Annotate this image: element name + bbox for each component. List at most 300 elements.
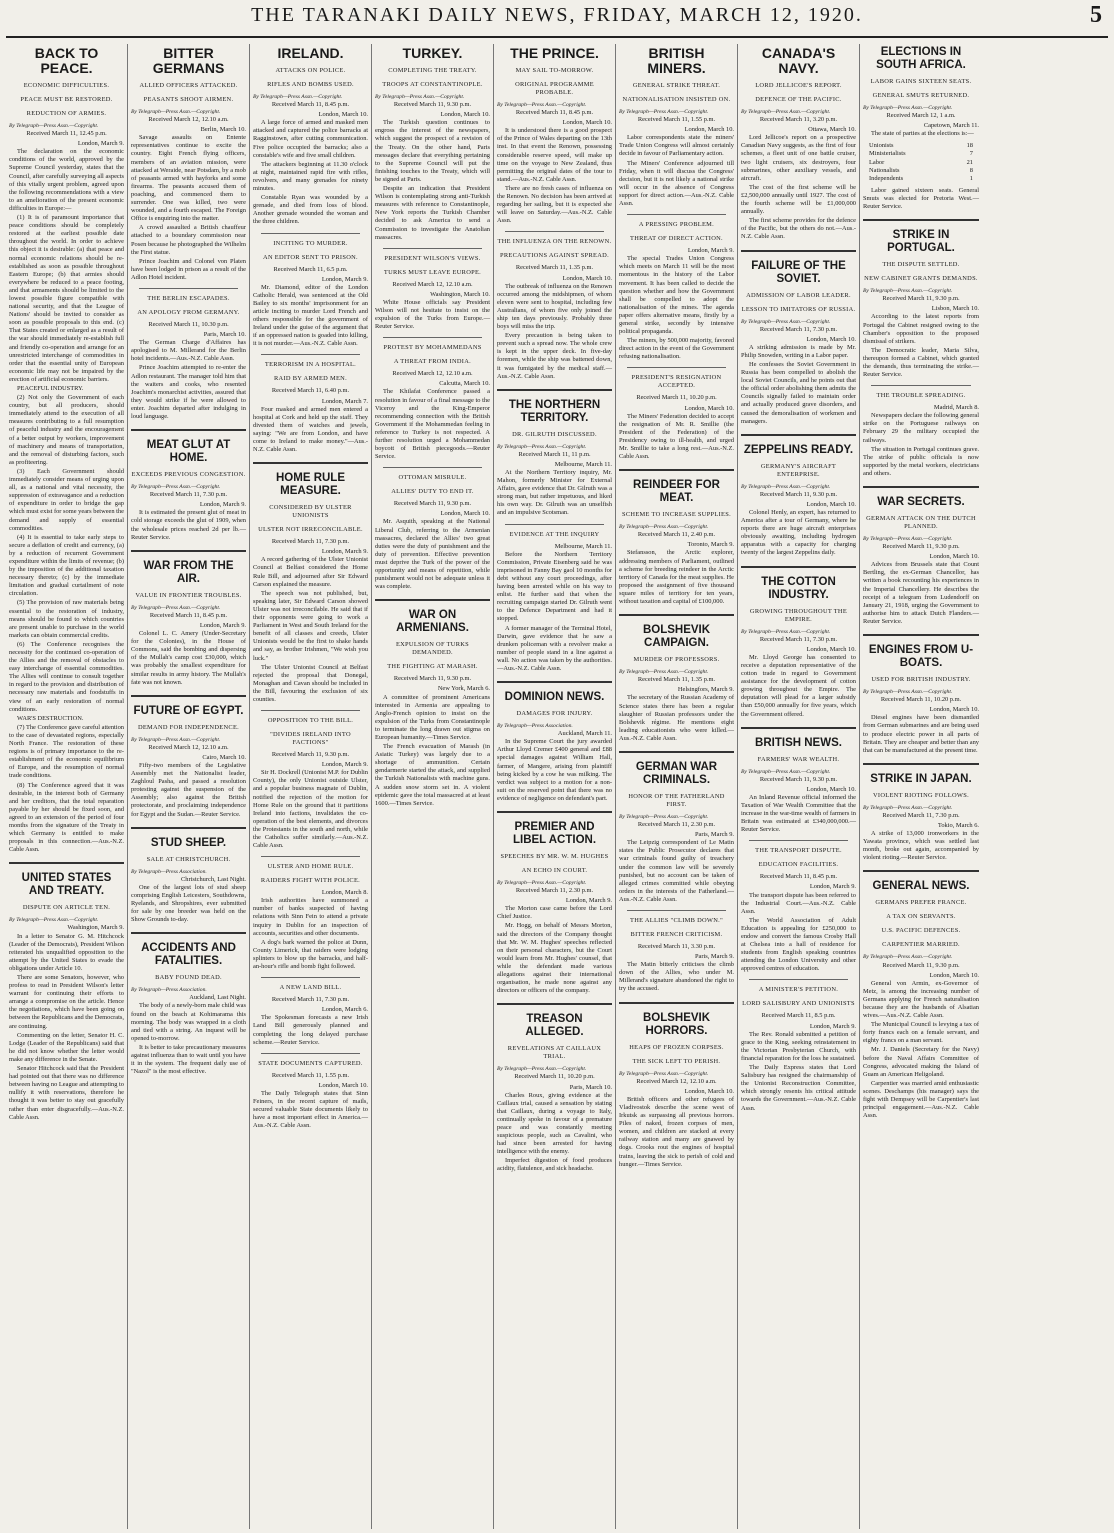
- subheadline: A TAX ON SERVANTS.: [886, 913, 956, 921]
- byline: By Telegraph—Press Assn.—Copyright.: [131, 109, 221, 115]
- dateline: Calcutta, March 10.: [439, 380, 490, 388]
- headline: BOLSHEVIK CAMPAIGN.: [642, 624, 711, 650]
- article: [741, 250, 856, 426]
- dateline: Capetown, March 11.: [923, 122, 979, 130]
- dateline: Ottawa, March 10.: [808, 126, 856, 134]
- dateline: London, March 9.: [809, 883, 856, 891]
- paragraph: There are no fresh cases of influenza on the Renown. No decision has been arrived at regarding her sailing, but it is expected she will leave on Saturday.—Aus.-N.Z. Cable Assn.: [497, 184, 612, 225]
- headline: GENERAL NEWS.: [872, 880, 970, 893]
- received-line: Received March 12, 12.10 a.m.: [148, 743, 229, 751]
- received-line: Received March 12, 12.10 a.m.: [392, 280, 473, 288]
- subheadline: PRESIDENT WILSON'S VIEWS.: [384, 254, 481, 262]
- headline: BITTER GERMANS: [152, 45, 225, 76]
- byline: By Telegraph—Press Assn.—Copyright.: [497, 443, 587, 450]
- subheadline: ULSTER NOT IRRECONCILABLE.: [258, 526, 363, 534]
- subheadline: OTTOMAN MISRULE.: [398, 474, 467, 482]
- paragraph: It is estimated the present glut of meat in cold storage exceeds the glut of 1909, when the wholesale prices reached 2d per lb.—Reuter Service.: [131, 509, 246, 541]
- article: [863, 870, 979, 1120]
- dateline: Cairo, March 10.: [202, 753, 246, 761]
- divider: [497, 389, 612, 391]
- column-1: [6, 44, 128, 1529]
- dateline: Tokio, March 6.: [937, 821, 979, 829]
- article: [619, 1002, 734, 1169]
- dateline: Madrid, March 8.: [933, 404, 979, 412]
- seat-count: 8: [969, 166, 973, 174]
- received-line: Received March 11, 7.30 p.m.: [882, 811, 960, 819]
- subheadline: VALUE IN FRONTIER TROUBLES.: [135, 591, 242, 599]
- article: [741, 434, 856, 558]
- divider: [131, 550, 246, 552]
- dateline: London, March 6.: [321, 1006, 368, 1014]
- byline: By Telegraph—Press Assn.—Copyright.: [863, 536, 953, 542]
- subheadline: SALE AT CHRISTCHURCH.: [146, 855, 231, 863]
- paragraph: (5) The provision of raw materials being essential to the restoration of industry, means should be found to which countries are present unable to purchase in the world markets can obtain commercial credits.: [9, 599, 124, 639]
- subheadline: PRECAUTIONS AGAINST SPREAD.: [499, 252, 609, 260]
- paragraph: The Municipal Council is levying a tax of forty francs each on a female servant, and eighty francs on a man servant.: [863, 1021, 979, 1045]
- byline: By Telegraph—Press Assn.—Copyright.: [497, 102, 587, 108]
- article: [375, 599, 490, 808]
- paragraph: The Morton case came before the Lord Chief Justice.: [497, 905, 612, 921]
- article: [131, 550, 246, 687]
- received-line: Received March 11, 9.30 p.m.: [759, 775, 838, 783]
- subheadline: DAMAGES FOR INJURY.: [516, 710, 593, 718]
- received-line: Received March 11, 2.40 p.m.: [637, 531, 716, 539]
- paragraph: Despite an indication that President Wilson is contemplating strong anti-Turkish measures with reference to Constantinople, New York reports the Turkish Chamber decided to ask America to send a Commission to investigate the Anatolian massacres.: [375, 185, 490, 241]
- subheadline: ULSTER AND HOME RULE.: [267, 863, 354, 871]
- divider: [261, 1053, 360, 1054]
- subheadline: DISPUTE ON ARTICLE TEN.: [22, 904, 111, 912]
- received-line: Received March 11, 9.30 p.m.: [393, 101, 472, 109]
- paragraph: The German Charge d'Affaires has apologised to M. Millerand for the Berlin hotel incidents.—Aus.-N.Z. Cable Assn.: [131, 339, 246, 363]
- paragraph: The cost of the first scheme will be £2,500,000 annually until 1927. The cost of the fourth scheme will be £1,000,000 annually.: [741, 183, 856, 216]
- divider: [497, 811, 612, 813]
- received-line: Received March 12, 12.10 a.m.: [636, 1077, 717, 1085]
- byline: By Telegraph—Press Assn.—Copyright.: [741, 483, 831, 490]
- paragraph: In a letter to Senator G. M. Hitchcock (Leader of the Democrats), President Wilson reiterated his unqualified opposition to the attempt by the United States to evade the obligations under Article 10.: [9, 932, 124, 972]
- article: [253, 233, 368, 349]
- article: [9, 862, 124, 1121]
- subheadline: THE SICK LEFT TO PERISH.: [632, 1057, 721, 1065]
- divider: [619, 469, 734, 471]
- headline: WAR SECRETS.: [877, 496, 965, 508]
- headline: BRITISH MINERS.: [647, 45, 706, 76]
- article: [131, 827, 246, 925]
- subheadline: RAIDERS FIGHT WITH POLICE.: [260, 877, 361, 885]
- results-table: [869, 142, 973, 182]
- received-line: Received March 11, 8.5 p.m.: [761, 1012, 836, 1020]
- byline: By Telegraph—Press Assn.—Copyright.: [619, 524, 709, 531]
- byline: By Telegraph—Press Assn.—Copyright.: [741, 109, 831, 115]
- received-line: Received March 11, 2.30 p.m.: [515, 887, 594, 895]
- received-line: Received March 12, 12.10 a.m.: [392, 370, 473, 378]
- headline: MEAT GLUT AT HOME.: [146, 439, 231, 465]
- byline: By Telegraph—Press Assn.—Copyright.: [9, 917, 99, 924]
- article: [131, 429, 246, 542]
- received-line: Received March 11, 1.55 p.m.: [271, 1071, 350, 1079]
- received-line: Received March 11, 7.30 p.m.: [271, 996, 350, 1004]
- subheadline: RIFLES AND BOMBS USED.: [267, 81, 354, 88]
- received-line: Received March 11, 11 p.m.: [518, 450, 591, 458]
- paragraph: The speech was not published, but, speaking later, Sir Edward Carson showed Ulster was not irreconcilable. He said that if their opponents were going to work a Parliament in West and South Ireland for the benefit of all classes and creeds, Ulster Unionists would be the first to shake hands and say, as brother Irishmen, "We wish you luck.": [253, 589, 368, 662]
- dateline: London, March 7.: [321, 397, 368, 405]
- paragraph: A crowd assaulted a British chauffeur attached to a boundary commission near Posen because he photographed the Wilhelm the First statue.: [131, 224, 246, 256]
- subheadline: COMPLETING THE TREATY.: [388, 67, 477, 74]
- paragraph: The Miners' Federation decided to accept the resignation of Mr. R. Smillie (the President of the Federation) of the Presidency owing to ill-health, and urged Mr. Smillie to take a long rest.—Aus.-N.Z. Cable Assn.: [619, 412, 734, 461]
- paragraph: The first scheme provides for the defence of the Pacific, but the others do not.—Aus.-N.Z. Cable Assn.: [741, 217, 856, 241]
- article: [497, 811, 612, 995]
- dateline: Berlin, March 10.: [200, 126, 246, 134]
- subheadline: GERMAN ATTACK ON THE DUTCH PLANNED.: [866, 515, 976, 530]
- subheadline: MAY SAIL TO-MORROW.: [515, 67, 594, 74]
- article: [863, 763, 979, 863]
- paragraph: The secretary of the Russian Academy of Science states there has been a regular slaughter of Russian professors under the Bolshevik régime. He mentions eight leading educationists who were killed.—Aus.-N.Z. Cable Assn.: [619, 694, 734, 742]
- dateline: London, March 10.: [929, 706, 979, 714]
- subheadline: EXPULSION OF TURKS DEMANDED.: [395, 641, 470, 657]
- headline: IRELAND.: [277, 45, 344, 61]
- divider: [749, 840, 848, 841]
- dateline: London, March 10.: [929, 971, 979, 979]
- dateline: Auckland, Last Night.: [189, 994, 246, 1002]
- paragraph: Lord Jellicoe's report on a prospective Canadian Navy suggests, as the first of four schemes, a fleet unit of one battle cruiser, two light cruisers, six destroyers, four submarines, other auxiliary vessels, and aircraft.: [741, 134, 856, 182]
- dateline: London, March 10.: [806, 645, 856, 653]
- subheadline: DEFENCE OF THE PACIFIC.: [755, 96, 842, 103]
- subheadline: PEASANTS SHOOT AIRMEN.: [143, 96, 234, 103]
- dateline: Paris, March 9.: [694, 953, 734, 961]
- seat-count: 1: [969, 174, 973, 182]
- received-line: Received March 11, 10.30 p.m.: [148, 320, 229, 328]
- received-line: Received March 11, 10.20 p.m.: [636, 394, 717, 402]
- subheadline: A NEW LAND BILL.: [279, 984, 342, 992]
- paragraph: Every precaution is being taken to prevent such a spread now. The whole crew is kept in the upper deck. In five-day foremen, while the ship was battened down, it was fumigated by the medical staff.—Aus.-N.Z. Cable Assn.: [497, 332, 612, 380]
- received-line: Received March 11, 12.45 p.m.: [26, 130, 107, 138]
- divider: [131, 932, 246, 934]
- received-line: Received March 11, 7.30 p.m.: [759, 325, 838, 333]
- paragraph: (2) Not only the Government of each country, but all producers, should immediately attend to the execution of all measures contributing to a full resumption of peaceful industry and the encouragement of a better output by workers, improvement of machinery and means of transportation, and the removal of disturbing factors, such as profiteering.: [9, 394, 124, 466]
- subheadline: DEMAND FOR INDEPENDENCE.: [137, 723, 240, 731]
- paragraph: The Daily Telegraph states that Sinn Feiners, in the recent capture of mails, secured valuable State documents likely to have a most important effect in America.—Aus.-N.Z. Cable Assn.: [253, 1089, 368, 1130]
- headline: CANADA'S NAVY.: [761, 45, 836, 76]
- dateline: Washington, March 9.: [67, 924, 124, 932]
- subheadline: NEW CABINET GRANTS DEMANDS.: [864, 275, 978, 283]
- article: [253, 710, 368, 850]
- headline: REINDEER FOR MEAT.: [633, 479, 720, 505]
- paragraph: The Spokesman forecasts a new Irish Land Bill generously planned and completing the long delayed purchase scheme.—Reuter Service.: [253, 1014, 368, 1046]
- dateline: London, March 10.: [440, 510, 490, 518]
- dateline: Paris, March 9.: [694, 831, 734, 839]
- paragraph: Prince Joachim and Colonel von Platen have been lodged in prison as a result of the Adlon Hotel incident.: [131, 257, 246, 281]
- divider: [627, 367, 726, 368]
- headline: HOME RULE MEASURE.: [276, 472, 345, 498]
- paragraph: Four masked and armed men entered a hospital at Cork and held up the staff. They divested them of watches and jewels, saying: "We are from London, and have come to Ireland to make money."—Aus.-N.Z. Cable Assn.: [253, 405, 368, 454]
- party-name: Independents: [869, 174, 904, 182]
- dateline: London, March 9.: [809, 1022, 856, 1030]
- received-line: Received March 11, 2.30 p.m.: [637, 821, 716, 829]
- article: [741, 727, 856, 835]
- divider: [741, 434, 856, 436]
- dateline: London, March 9.: [687, 247, 734, 255]
- paragraph: White House officials say President Wilson will not hesitate to insist on the expulsion of the Turks from Europe.—Reuter Service.: [375, 298, 490, 331]
- dateline: London, March 9.: [321, 548, 368, 556]
- dateline: London, March 10.: [806, 785, 856, 793]
- article: [497, 1003, 612, 1173]
- byline: By Telegraph—Press Assn.—Copyright.: [619, 1070, 709, 1077]
- divider: [863, 634, 979, 636]
- received-line: Received March 11, 9.30 p.m.: [882, 961, 960, 969]
- paragraph: The Daily Express states that Lord Salisbury has resigned the chairmanship of the Unionist Reconstruction Committee, which strongly resents his critical attitude towards the Government.—Aus.-N.Z. Cable Assn.: [741, 1064, 856, 1112]
- divider: [627, 214, 726, 215]
- divider: [261, 856, 360, 857]
- subheadline: ORIGINAL PROGRAMME PROBABLE.: [515, 81, 594, 96]
- subheadline: RAID BY ARMED MEN.: [274, 375, 347, 383]
- dateline: Toronto, March 9.: [687, 541, 734, 549]
- paragraph: Colonel L. C. Amery (Under-Secretary for the Colonies), in the House of Commons, said the bombing and dispersing of the Mullah's camp cost £30,000, which was probably the smallest expenditure for similar results in army history. The Mullah's fate was not known.: [131, 630, 246, 686]
- column-4: [372, 44, 494, 1529]
- byline: By Telegraph—Press Assn.—Copyright.: [131, 484, 221, 491]
- subheadline: FARMERS' WAR WEALTH.: [757, 755, 840, 763]
- subheadline: ECONOMIC DIFFICULTIES.: [23, 82, 110, 89]
- paragraph: The Turkish question continues to engross the interest of the newspapers, which suggest the prospect of a revision of the Treaty. On the other hand, Paris messages declare that everything pertaining to the Supreme Council will put the finishing touches to the Treaty, which will be signed at Paris.: [375, 119, 490, 183]
- paragraph: Diesel engines have been dismantled from German submarines and are being used to produce electric power in all parts of Britain. They are cheaper and better than any that can be manufactured at the present time.: [863, 714, 979, 754]
- subheadline: THE FIGHTING AT MARASH.: [387, 663, 478, 671]
- byline: By Telegraph—Press Assn.—Copyright.: [131, 736, 221, 743]
- article: [375, 46, 490, 242]
- paragraph: Labor gained sixteen seats. General Smuts was elected for Pretoria West.—Reuter Service.: [863, 186, 979, 211]
- column-6: [616, 44, 738, 1529]
- subheadline: USED FOR BRITISH INDUSTRY.: [871, 676, 971, 684]
- paragraph: Charles Roux, giving evidence at the Caillaux trial, caused a sensation by stating that Caillaux, during a voyage to Italy, continually spoke in favour of a premature peace and was constantly meeting suspicious people, such as Cavalini, who had since been arrested for having intelligence with the enemy.: [497, 1091, 612, 1156]
- party-name: Ministerialists: [869, 150, 906, 158]
- column-8: [860, 44, 982, 1529]
- subheadline: "DIVIDES IRELAND INTO FACTIONS": [270, 731, 351, 747]
- dateline: London, March 10.: [929, 553, 979, 561]
- divider: [619, 751, 734, 753]
- dateline: Paris, March 10.: [203, 331, 246, 339]
- paragraph: Savage assaults on Entente representatives continue to excite the country. Eight French flying officers, members of an aviation mission, were attacked at Weraide, near Potsdam, by a mob of peasants armed with hayforks and some firearms. The peasants accused them of poaching, and commenced them to surrender. One was killed, two were wounded, and a fourth escaped. The Foreign Office is enquiring into the matter.: [131, 134, 246, 223]
- byline: By Telegraph—Press Assn.—Copyright.: [863, 105, 953, 111]
- article: [131, 695, 246, 819]
- paragraph: Mr. Lloyd George has consented to receive a deputation representative of the cotton trade in regard to Government assistance for the development of cotton growing throughout the Empire. The deputation will plead for a larger subsidy than £50,000 annually for five years, which the Government offered.: [741, 653, 856, 718]
- paragraph: Prince Joachim attempted to re-enter the Adlon restaurant. The manager told him that the waiters and cooks, who resented Joachim's monarchist activities, assured that they would strike if he were allowed to enter. Joachim departed after indulging in loud language.: [131, 364, 246, 420]
- received-line: Received March 11, 3.20 p.m.: [759, 116, 838, 124]
- received-line: Received March 11, 8.45 p.m.: [515, 109, 594, 117]
- subheadline: THREAT OF DIRECT ACTION.: [630, 235, 723, 243]
- subheadline: STATE DOCUMENTS CAPTURED.: [258, 1059, 363, 1067]
- byline: By Telegraph—Press Assn.—Copyright.: [9, 123, 99, 129]
- paragraph: Mr. Asquith, speaking at the National Liberal Club, referring to the Armenian massacres, declared the Allies' two great duties were the duty of punishment and the duty of prevention. Effective prevention must deprive the Turk of the power of the opportunity and means of repetition, while punishment would not be adequate unless it was complete.: [375, 518, 490, 591]
- paragraph: The Miners' Conference adjourned till Friday, when it will discuss the Congress' decision, but it is not likely a national strike will occur in the absence of Congress support for direct action.—Aus.-N.Z. Cable Assn.: [619, 159, 734, 208]
- headline: GERMAN WAR CRIMINALS.: [635, 760, 718, 786]
- paragraph: Fifty-two members of the Legislative Assembly met the Nationalist leader, Zaghloul Pasha, and passed a resolution protesting against the suspension of the Assembly; also against the British protectorate, and proclaiming independence for Egypt and the Sudan.—Reuter Service.: [131, 761, 246, 818]
- paragraph: The state of parties at the elections is:—: [871, 130, 974, 138]
- dateline: Christchurch, Last Night.: [181, 875, 246, 883]
- paragraph: Mr. J. Daniels (Secretary for the Navy) before the Naval Affairs Committee of Congress, advocated making the Island of Guam an American Heligoland.: [863, 1046, 979, 1078]
- article: [741, 46, 856, 242]
- headline: THE PRINCE.: [510, 45, 599, 61]
- paragraph: The Rev. Ronald submitted a petition of grace to the King, seeking reinstatement in the Victorian Presbyterian Church, with financial reparation for the loss he sustained.: [741, 1030, 856, 1062]
- headline: ELECTIONS IN SOUTH AFRICA.: [876, 46, 966, 71]
- article: [253, 462, 368, 704]
- headline: PREMIER AND LIBEL ACTION.: [512, 821, 597, 846]
- divider: [627, 910, 726, 911]
- subheadline: ATTACKS ON POLICE.: [275, 67, 346, 74]
- subheadline: MURDER OF PROFESSORS.: [633, 656, 720, 664]
- paragraph: An Inland Revenue official informed the Taxation of War Wealth Committee that the increase in the war-time wealth of farmers in Britain was estimated at £340,000,000.—Reuter Service.: [741, 793, 856, 834]
- paragraph: Stefansson, the Arctic explorer, addressing members of Parliament, outlined a scheme for breeding reindeer in the Arctic territory of Canada for the meat supplies. He proposed the assignment of five thousand square miles of territory for ten years, without taxation and capital of £100,000.: [619, 549, 734, 606]
- seat-count: 21: [966, 158, 973, 166]
- headline: STUD SHEEP.: [150, 836, 227, 849]
- dateline: London, March 9.: [321, 761, 368, 769]
- party-name: Labor: [869, 158, 885, 166]
- table-row: [869, 175, 973, 183]
- subheadline: OPPOSITION TO THE BILL.: [267, 717, 354, 725]
- article: [253, 46, 368, 227]
- divider: [261, 710, 360, 711]
- divider: [505, 231, 604, 232]
- received-line: Received March 11, 9.30 p.m.: [882, 543, 960, 551]
- received-line: Received March 11, 3.30 p.m.: [637, 943, 716, 950]
- received-line: Received March 11, 10.20 p.m.: [880, 696, 962, 704]
- article: [253, 354, 368, 454]
- received-line: Received March 11, 9.30 p.m.: [393, 500, 472, 508]
- paragraph: Constable Ryan was wounded by a grenade, and died from loss of blood. Another grenade wounded the woman and the three children.: [253, 194, 368, 226]
- divider: [383, 337, 482, 338]
- subheadline: ALLIES' DUTY TO END IT.: [391, 488, 474, 496]
- table-row: [869, 150, 973, 158]
- page-number: 5: [1090, 2, 1102, 28]
- headline: ZEPPELINS READY.: [743, 443, 854, 456]
- subheadline: GENERAL SMUTS RETURNED.: [872, 92, 970, 99]
- article: [375, 337, 490, 461]
- subheadline: THE BERLIN ESCAPADES.: [147, 294, 230, 302]
- paragraph: In the Supreme Court the jury awarded Arthur Lloyd Cremer £400 general and £88 special damages against William Hall, farmer, of Mangere, arising from plaintiff being kicked by a cow he was milking. The verdict was subject to a motion for a non-suit on the reserved point that there was no evidence of negligence on defendant's part.: [497, 738, 612, 802]
- divider: [383, 248, 482, 249]
- received-line: Received March 11, 7.30 p.m.: [759, 635, 838, 643]
- paragraph: Mr. Diamond, editor of the London Catholic Herald, was sentenced at the Old Bailey to six months' imprisonment for an article inciting to murder Lord French and others responsible for the government of Ireland under the guise of the argument that if an oppressed nation is goaded into killing, it is not murder.—Aus.-N.Z. Cable Assn.: [253, 283, 368, 348]
- divider: [741, 566, 856, 568]
- subheadline: REVELATIONS AT CAILLAUX TRIAL.: [507, 1045, 602, 1061]
- column-5: [494, 44, 616, 1529]
- paragraph: The declaration on the economic conditions of the world, approved by the Supreme Council yesterday, states that the Council, after carefully surveying all aspects of this vitally urgent problem, agreed upon the following recommendations with a view to an amelioration of the present economic difficulties in Europe:—: [9, 148, 124, 212]
- received-line: Received March 11, 9.30 p.m.: [271, 751, 350, 759]
- paragraph: British officers and other refugees of Vladivostok describe the scene west of Irkutsk as surpassing all previous horrors. Piles of naked, frozen corpses of men, women, and children are stacked at every railway station and many are gnawed by dogs. Crooks rout the engines of hospital trains, leaving the sick to perish of cold and hunger.—Times Service.: [619, 1095, 734, 1168]
- subheadline: LESSON TO IMITATORS OF RUSSIA.: [741, 305, 856, 313]
- divider: [139, 288, 238, 289]
- article: [131, 46, 246, 282]
- paragraph: A former manager of the Terminal Hotel, Darwin, gave evidence that he saw a drunken policeman with a revolver make a number of people stand in a line against a wall. No action was taken by the authorities.—Aus.-N.Z. Cable Assn.: [497, 624, 612, 672]
- paragraph: Senator Hitchcock said that the President had pointed out that there was no difference between having no League and attempting to nullify it with reservations, therefore he thought it was better to stay out gracefully rather than enter disgracefully.—Aus.-N.Z. Cable Assn.: [9, 1065, 124, 1121]
- article: [131, 932, 246, 1076]
- received-line: Received March 11, 9.30 p.m.: [393, 675, 472, 683]
- subheadline: EDUCATION FACILITIES.: [758, 861, 839, 869]
- paragraph: A record gathering of the Ulster Unionist Council at Belfast considered the Home Rule Bill, and adjourned after Sir Edward Carson explained the measure.: [253, 556, 368, 588]
- subheadline: AN EDITOR SENT TO PRISON.: [263, 253, 358, 261]
- paragraph: (8) The Conference agreed that it was desirable, in the interest both of Germany and her creditors, that the total reparation payable by her should be fixed soon, and agreed to an extension of the period of four months from the signature of the Treaty in which Germany is entitled to make proposals in this connection.—Aus.-N.Z. Cable Assn.: [9, 781, 124, 854]
- dateline: London, March 9.: [199, 621, 246, 629]
- paragraph: Imperfect digestion of food produces acidity, flatulence, and sick headache.: [497, 1157, 612, 1173]
- headline: WAR FROM THE AIR.: [143, 559, 234, 585]
- dateline: Auckland, March 11.: [557, 730, 612, 738]
- subheadline: GENERAL STRIKE THREAT.: [632, 82, 721, 89]
- byline: By Telegraph—Press Assn.—Copyright.: [619, 813, 709, 820]
- byline: By Telegraph—Press Assn.—Copyright.: [863, 804, 953, 811]
- subheadline: REDUCTION OF ARMIES.: [26, 110, 107, 117]
- byline: By Telegraph—Press Assn.—Copyright.: [619, 109, 709, 115]
- divider: [131, 827, 246, 829]
- subheadline: THE TRANSPORT DISPUTE.: [755, 847, 842, 855]
- columns: [6, 44, 1108, 1529]
- byline: By Telegraph—Press Assn.—Copyright.: [863, 288, 953, 295]
- article: [741, 840, 856, 973]
- subheadline: TROOPS AT CONSTANTINOPLE.: [382, 81, 483, 88]
- byline: By Telegraph—Press Assn.—Copyright.: [131, 604, 221, 611]
- subheadline: HONOR OF THE FATHERLAND FIRST.: [628, 792, 725, 808]
- headline: STRIKE IN JAPAN.: [870, 772, 972, 785]
- paragraph: At the Northern Territory inquiry, Mr. Mahon, formerly Minister for External Affairs, gave evidence that Dr. Gilruth was a strong man, but rather impetuous, and liked his own way. Dr. Gilruth was an unselfish and an impulsive Scotsman.: [497, 469, 612, 517]
- paragraph: Commenting on the letter, Senator H. C. Lodge (Leader of the Republicans) said that he did not know whether the letter would make any difference in the Senate.: [9, 1031, 124, 1063]
- column-2: [128, 44, 250, 1529]
- subheadline: THE DISPUTE SETTLED.: [882, 261, 960, 269]
- party-name: Nationalists: [869, 166, 900, 174]
- paragraph: He confesses the Soviet Government in Russia has been compelled to abolish the local Soviet Councils, and he points out that the official order abolishing them admits the Councils signally failed to maintain order and actually produced grave disorders, and caused the demoralisation of workmen and managers.: [741, 360, 856, 425]
- dateline: New York, March 6.: [437, 685, 490, 693]
- article: [131, 288, 246, 421]
- subheadline: PROTEST BY MOHAMMEDANS: [383, 344, 482, 352]
- article: [863, 634, 979, 755]
- divider: [863, 763, 979, 765]
- paragraph: (3) Each Government should immediately consider means of urging upon all, as a national and vital necessity, the suppression of extravagance and a reduction of expenditure in order to bridge the gap which must exist for some years between the demand and supply of essential commodities.: [9, 467, 124, 532]
- article: [741, 566, 856, 719]
- subheadline: VIOLENT RIOTING FOLLOWS.: [872, 791, 969, 799]
- divider: [131, 429, 246, 431]
- byline: By Telegraph—Press Assn.—Copyright.: [497, 1066, 587, 1073]
- paragraph: WAR'S DESTRUCTION.: [17, 714, 84, 722]
- dateline: London, March 10.: [562, 119, 612, 127]
- dateline: Helsingfors, March 9.: [677, 686, 734, 694]
- masthead: [6, 0, 1108, 38]
- byline: By Telegraph—Press Assn.—Copyright.: [741, 318, 831, 325]
- dateline: London, March 10.: [806, 335, 856, 343]
- dateline: Melbourne, March 11.: [554, 460, 612, 468]
- paragraph: According to the latest reports from Portugal the Cabinet resigned owing to the Chamber's opposition to the proposed dismissal of strikers.: [863, 313, 979, 345]
- byline: By Telegraph—Press Assn.—Copyright.: [741, 768, 831, 775]
- paragraph: The French evacuation of Marash (in Asiatic Turkey) was largely due to a shortage of ammunition. Certain gendarmerie started the attack, and supplied the Turkish Nationalists with machine guns. A sudden snow storm set in. A violent epidemic gave the total massacred at at least 1600.—Times Service.: [375, 743, 490, 807]
- headline: BRITISH NEWS.: [755, 736, 842, 749]
- received-line: Received March 11, 7.30 p.m.: [271, 538, 350, 546]
- column-3: [250, 44, 372, 1529]
- paragraph: The outbreak of influenza on the Renown occurred among the midshipmen, of whom eleven were sent to hospital, including few Australians, of whom five only joined the ship ten days previously. Probably three boys will miss the trip.: [497, 282, 612, 331]
- article: [9, 46, 124, 854]
- subheadline: GERMANS PREFER FRANCE.: [875, 899, 967, 907]
- divider: [741, 250, 856, 252]
- paragraph: Sir H. Dockrell (Unionist M.P. for Dublin County), the only Unionist outside Ulster, and a popular business magnate of Dublin, notified the rejection of the motion for Home Rule on the ground that it partitions Ireland into factions, invalidates the co-operation of the best elements, and divorces the Protestants in the south and north, while the Catholics suffer similarly.—Aus.-N.Z. Cable Assn.: [253, 769, 368, 850]
- subheadline: A PRESSING PROBLEM.: [638, 221, 715, 229]
- divider: [749, 979, 848, 980]
- article: [375, 467, 490, 591]
- subheadline: HEAPS OF FROZEN CORPSES.: [629, 1043, 724, 1051]
- divider: [505, 524, 604, 525]
- headline: THE COTTON INDUSTRY.: [761, 575, 836, 601]
- table-row: [869, 159, 973, 167]
- divider: [619, 1002, 734, 1004]
- divider: [741, 727, 856, 729]
- headline: UNITED STATES AND TREATY.: [21, 872, 112, 898]
- article: [497, 231, 612, 380]
- article: [619, 751, 734, 904]
- byline: By Telegraph—Press Assn.—Copyright.: [741, 628, 831, 635]
- article: [863, 219, 979, 379]
- paragraph: (7) The Conference gave careful attention to the case of devastated regions, especially North France. The restoration of these regions is of primary importance to the re-establishment of the economic equilibrium of Europe, and the resumption of normal trade conditions.: [9, 723, 124, 780]
- subheadline: LABOR GAINS SIXTEEN SEATS.: [870, 78, 972, 85]
